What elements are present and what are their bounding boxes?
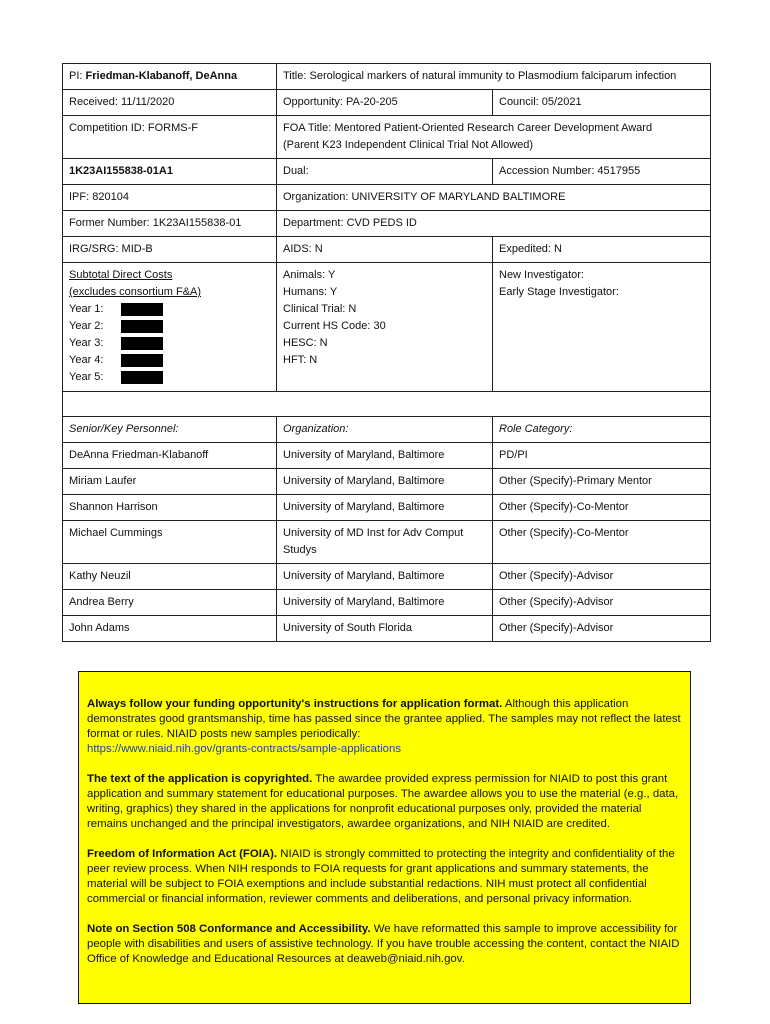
year-row <box>69 352 270 369</box>
person-org: University of Maryland, Baltimore <box>277 495 493 521</box>
person-name: Kathy Neuzil <box>63 564 277 590</box>
person-org: University of MD Inst for Adv Comput Studys <box>277 521 493 564</box>
new-investigator: New Investigator: <box>499 269 584 281</box>
section508-notice <box>87 922 682 967</box>
redaction-box <box>121 320 163 333</box>
pi-label: PI: <box>69 70 83 82</box>
foia-notice <box>87 847 682 907</box>
hft-flag: HFT: N <box>283 354 318 366</box>
redaction-box <box>121 303 163 316</box>
person-org: University of Maryland, Baltimore <box>277 564 493 590</box>
format-notice-text: Although this application demonstrates good grantsmanship, time has passed since the grantee applied. The samples may not reflect the latest format or rules. NIAID posts new samples periodically: <box>87 698 681 740</box>
person-role: Other (Specify)-Advisor <box>493 616 711 642</box>
person-org: University of South Florida <box>277 616 493 642</box>
table-row <box>63 443 711 469</box>
person-role: Other (Specify)-Advisor <box>493 590 711 616</box>
foa-title-line2: (Parent K23 Independent Clinical Trial Not Allowed) <box>283 139 534 151</box>
personnel-header: Senior/Key Personnel: <box>63 417 277 443</box>
format-notice <box>87 697 682 757</box>
table-row <box>63 590 711 616</box>
hesc-flag: HESC: N <box>283 337 328 349</box>
table-row <box>63 469 711 495</box>
redaction-box <box>121 337 163 350</box>
council: Council: 05/2021 <box>493 90 711 116</box>
expedited: Expedited: N <box>493 237 711 263</box>
pi-name: Friedman-Klabanoff, DeAnna <box>85 70 238 82</box>
person-role: Other (Specify)-Primary Mentor <box>493 469 711 495</box>
humans-flag: Humans: Y <box>283 286 338 298</box>
person-role: Other (Specify)-Co-Mentor <box>493 521 711 564</box>
organization: Organization: UNIVERSITY OF MARYLAND BALTIMORE <box>277 185 711 211</box>
flags-cell <box>277 263 493 392</box>
year-label: Year 5: <box>69 371 104 383</box>
person-org: University of Maryland, Baltimore <box>277 443 493 469</box>
spacer-row <box>63 392 711 417</box>
person-org: University of Maryland, Baltimore <box>277 590 493 616</box>
copyright-heading: The text of the application is copyrighted. <box>87 773 313 785</box>
year-row <box>69 318 270 335</box>
person-name: Miriam Laufer <box>63 469 277 495</box>
clinical-trial-flag: Clinical Trial: N <box>283 303 357 315</box>
irg-srg: IRG/SRG: MID-B <box>63 237 277 263</box>
subtotal-note: (excludes consortium F&A) <box>69 286 202 298</box>
early-stage-investigator: Early Stage Investigator: <box>499 286 619 298</box>
niaid-notice-box <box>78 671 691 1004</box>
foa-title-line1: FOA Title: Mentored Patient-Oriented Research Career Development Award <box>283 122 653 134</box>
person-role: Other (Specify)-Co-Mentor <box>493 495 711 521</box>
year-row <box>69 301 270 318</box>
subtotal-label: Subtotal Direct Costs <box>69 269 173 281</box>
year-row <box>69 335 270 352</box>
person-name: Shannon Harrison <box>63 495 277 521</box>
year-label: Year 4: <box>69 354 104 366</box>
person-name: John Adams <box>63 616 277 642</box>
received-date: Received: 11/11/2020 <box>63 90 277 116</box>
year-label: Year 3: <box>69 337 104 349</box>
section508-text: We have reformatted this sample to improve accessibility for people with disabilities and users of assistive technology. If you have trouble accessing the content, contact the NIAID Office of Knowledge and Educational Resources at deaweb@niaid.nih.gov. <box>87 923 680 965</box>
person-role: PD/PI <box>493 443 711 469</box>
grant-info-table <box>62 63 711 642</box>
person-org: University of Maryland, Baltimore <box>277 469 493 495</box>
department: Department: CVD PEDS ID <box>277 211 711 237</box>
opportunity: Opportunity: PA-20-205 <box>277 90 493 116</box>
person-name: Michael Cummings <box>63 521 277 564</box>
person-name: Andrea Berry <box>63 590 277 616</box>
grant-number: 1K23AI155838-01A1 <box>63 159 277 185</box>
role-header: Role Category: <box>493 417 711 443</box>
accession-number: Accession Number: 4517955 <box>493 159 711 185</box>
aids: AIDS: N <box>277 237 493 263</box>
table-row <box>63 521 711 564</box>
foia-heading: Freedom of Information Act (FOIA). <box>87 848 278 860</box>
redaction-box <box>121 371 163 384</box>
copyright-text: The awardee provided express permission for NIAID to post this grant application and summary statement for educational purposes. The awardee allows you to use the material (e.g., data, writing, graphics) they shared in the applications for nonprofit educational purposes only, provided the material remains unchanged and the principal investigators, awardee organizations, and NIH NIAID are credited. <box>87 773 679 830</box>
section508-heading: Note on Section 508 Conformance and Accessibility. <box>87 923 371 935</box>
foa-title <box>277 116 711 159</box>
ipf: IPF: 820104 <box>63 185 277 211</box>
former-number: Former Number: 1K23AI155838-01 <box>63 211 277 237</box>
table-row <box>63 616 711 642</box>
foia-text: NIAID is strongly committed to protecting the integrity and confidentiality of the peer review process. When NIH responds to FOIA requests for grant applications and summary statements, the material will be subject to FOIA exemptions and include substantial redactions. NIH must protect all confidential commercial or financial information, reviewer comments and deliberations, and personal privacy information. <box>87 848 675 905</box>
dual: Dual: <box>277 159 493 185</box>
hs-code-flag: Current HS Code: 30 <box>283 320 386 332</box>
animals-flag: Animals: Y <box>283 269 336 281</box>
copyright-notice <box>87 772 682 832</box>
person-name: DeAnna Friedman-Klabanoff <box>63 443 277 469</box>
table-row <box>63 564 711 590</box>
redaction-box <box>121 354 163 367</box>
competition-id: Competition ID: FORMS-F <box>63 116 277 159</box>
person-role: Other (Specify)-Advisor <box>493 564 711 590</box>
year-label: Year 2: <box>69 320 104 332</box>
investigator-cell <box>493 263 711 392</box>
pi-cell <box>63 64 277 90</box>
project-title: Title: Serological markers of natural immunity to Plasmodium falciparum infection <box>277 64 711 90</box>
table-row <box>63 495 711 521</box>
year-label: Year 1: <box>69 303 104 315</box>
format-notice-heading: Always follow your funding opportunity's instructions for application format. <box>87 698 503 710</box>
direct-costs-cell <box>63 263 277 392</box>
organization-header: Organization: <box>277 417 493 443</box>
sample-applications-link[interactable]: https://www.niaid.nih.gov/grants-contracts/sample-applications <box>87 743 402 755</box>
year-row <box>69 369 270 386</box>
